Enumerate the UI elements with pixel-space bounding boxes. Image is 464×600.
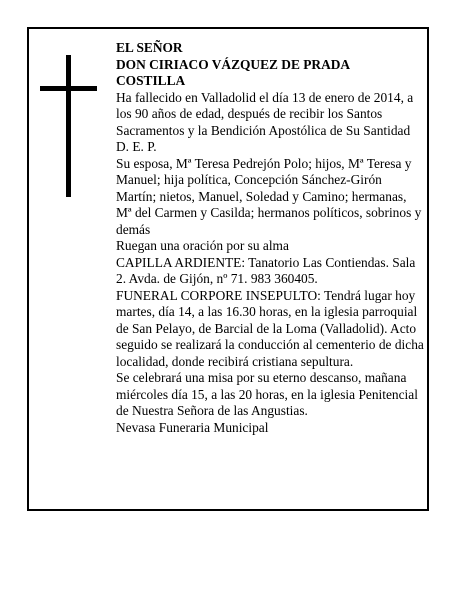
- chapel-info: CAPILLA ARDIENTE: Tanatorio Las Contiendas. Sala 2. Avda. de Gijón, nº 71. 983 360405.: [116, 254, 416, 286]
- mass-info: Se celebrará una misa por su eterno descanso, mañana miércoles día 15, a las 20 horas, en la iglesia Penitencial de Nuestra Señora de las Angustias.: [116, 370, 418, 418]
- cross-horizontal-bar: [40, 86, 97, 91]
- deceased-title: EL SEÑOR: [116, 40, 183, 55]
- prayer-request: Ruegan una oración por su alma: [116, 238, 289, 253]
- deceased-name: DON CIRIACO VÁZQUEZ DE PRADA: [116, 56, 351, 72]
- death-announcement: Ha fallecido en Valladolid el día 13 de enero de 2014, a los 90 años de edad, después de recibir los Santos Sacramentos y la Bendición Apostólica de Su Santidad D. E. P.: [116, 89, 414, 154]
- notice-text: [116, 40, 424, 436]
- obituary-notice: [27, 27, 429, 511]
- family-list: Su esposa, Mª Teresa Pedrejón Polo; hijos, Mª Teresa y Manuel; hija política, Concepción Sánchez-Girón Martín; nietos, Manuel, Soledad y Camino; hermanas, Mª del Carmen y Casilda; hermanos políticos, sobrinos y demás: [116, 155, 422, 237]
- deceased-surname: COSTILLA: [116, 73, 186, 88]
- cross-vertical-bar: [66, 55, 71, 197]
- funeral-home: Nevasa Funeraria Municipal: [116, 419, 269, 435]
- funeral-info: FUNERAL CORPORE INSEPULTO: Tendrá lugar hoy martes, día 14, a las 16.30 horas, en la iglesia parroquial de San Pelayo, de Barcial de la Loma (Valladolid). Acto seguido se realizará la conducción al cementerio de dicha localidad, donde recibirá cristiana sepultura.: [116, 287, 424, 369]
